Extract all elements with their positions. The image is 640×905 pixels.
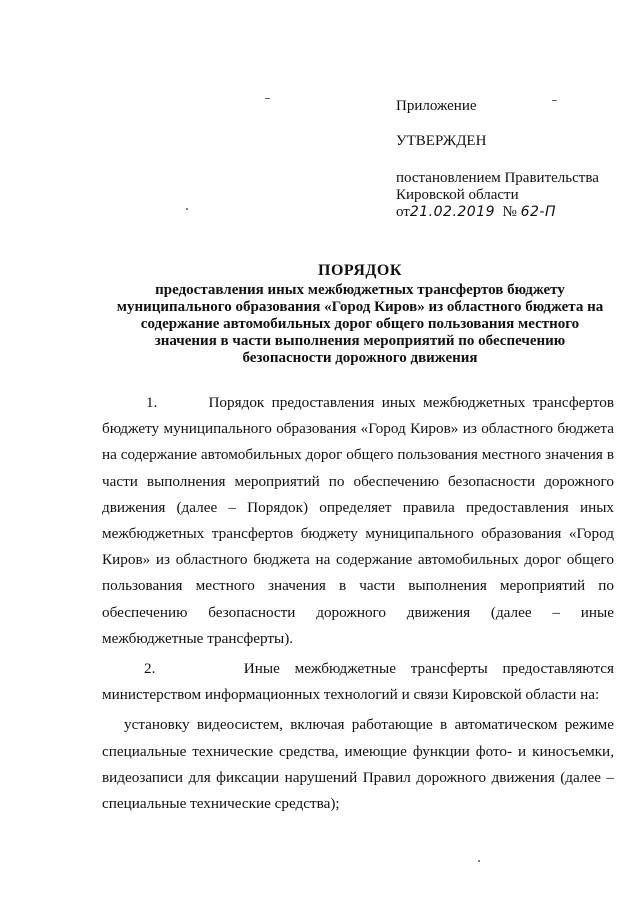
document-title-block <box>100 262 620 367</box>
scan-speck <box>478 860 480 862</box>
appendix-label: Приложение <box>396 98 477 114</box>
subtitle-line: содержание автомобильных дорог общего пользования местного <box>140 316 580 332</box>
subtitle-line: предоставления иных межбюджетных трансфертов бюджету <box>155 282 565 298</box>
document-body <box>102 390 614 817</box>
decree-date-number <box>396 204 626 221</box>
number-prefix: № <box>502 204 517 220</box>
subtitle-line: значения в части выполнения мероприятий по обеспечению <box>154 333 566 349</box>
scan-speck <box>265 98 270 99</box>
scan-speck <box>186 208 188 210</box>
subtitle-line: муниципального образования «Город Киров» из областного бюджета на <box>116 299 604 315</box>
date-prefix: от <box>396 204 410 220</box>
approval-stamp-block <box>396 98 626 221</box>
document-title: ПОРЯДОК <box>318 262 402 279</box>
decree-line-2: Кировской области <box>396 187 519 203</box>
paragraph-1: 1. Порядок предоставления иных межбюджетных трансфертов бюджету муниципального образования «Город Киров» из областного бюджета на содержание автомобильных дорог общего пользования местного значения в части выполнения мероприятий по обеспечению безопасности дорожного движения (далее – Порядок) определяет правила предоставления иных межбюджетных трансфертов бюджету муниципального образования «Город Киров» из областного бюджета на содержание автомобильных дорог общего пользования местного значения в части выполнения мероприятий по обеспечению безопасности дорожного движения (далее – иные межбюджетные трансферты). <box>102 394 614 647</box>
number-handwritten: 62-П <box>520 204 556 220</box>
paragraph-2: 2. Иные межбюджетные трансферты предоставляются министерством информационных технологий и связи Кировской области на: <box>102 660 614 704</box>
date-handwritten: 21.02.2019 <box>409 204 496 220</box>
subtitle-line: безопасности дорожного движения <box>242 350 478 366</box>
paragraph-3: установку видеосистем, включая работающие в автоматическом режиме специальные технические средства, имеющие функции фото- и киносъемки, видеозаписи для фиксации нарушений Правил дорожного движения (далее – специальные технические средства); <box>102 716 614 813</box>
decree-line-1: постановлением Правительства <box>396 170 599 186</box>
approved-label: УТВЕРЖДЕН <box>396 133 487 149</box>
